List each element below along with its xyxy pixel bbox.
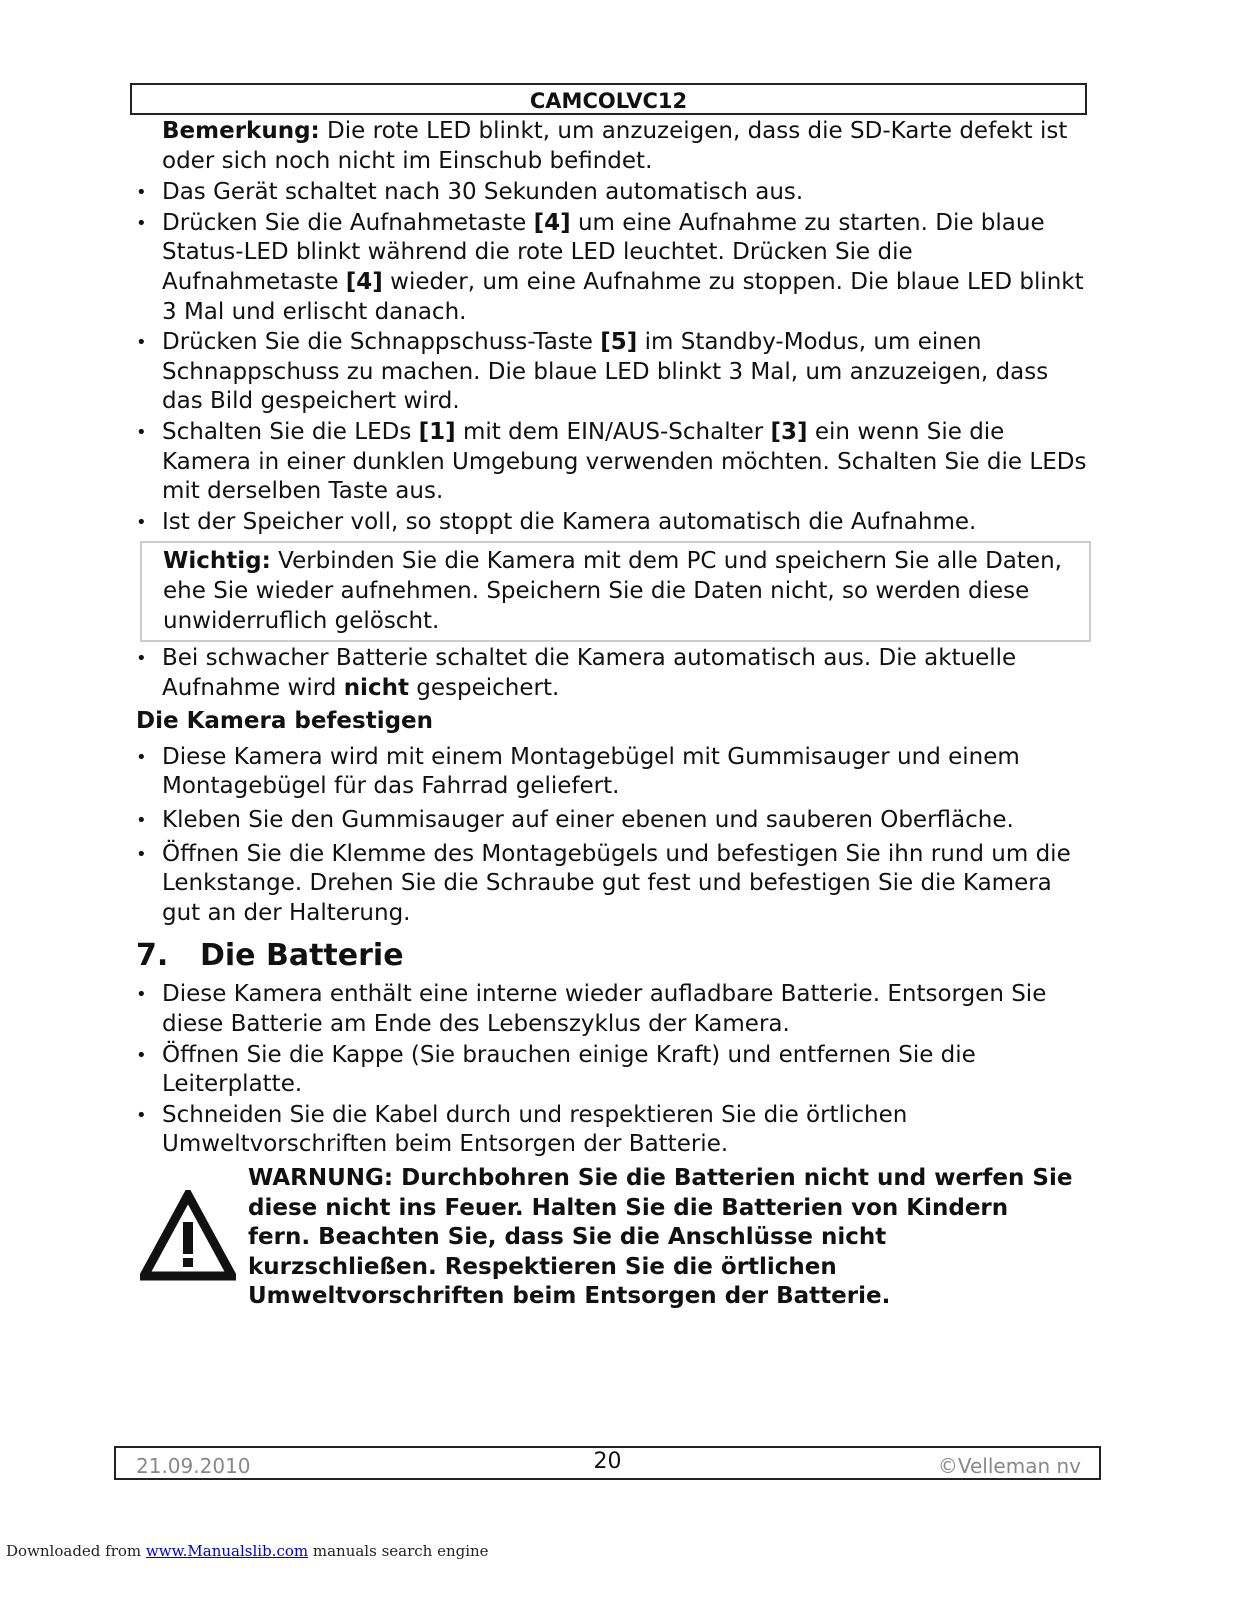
- battery-list: [136, 980, 1091, 1160]
- list-item-text: mit dem EIN/AUS-Schalter: [455, 418, 771, 445]
- usage-list: [136, 178, 1091, 537]
- list-item: • Diese Kamera enthält eine interne wieder aufladbare Batterie. Entsorgen Sie diese Batterie am Ende des Lebenszyklus der Kamera.: [136, 980, 1091, 1039]
- section-title: Die Batterie: [200, 938, 404, 974]
- list-item-text: wieder, um eine Aufnahme zu stoppen. Die blaue LED blinkt 3 Mal und erlischt danach.: [162, 268, 1084, 325]
- list-item: • Diese Kamera wird mit einem Montagebügel mit Gummisauger und einem Montagebügel für das Fahrrad geliefert.: [136, 743, 1091, 802]
- list-item-text: im Standby-Modus, um einen Schnappschuss zu machen. Die blaue LED blinkt 3 Mal, um anzuzeigen, dass das Bild gespeichert wird.: [162, 329, 1049, 415]
- list-item-text: Ist der Speicher voll, so stoppt die Kamera automatisch die Aufnahme.: [162, 508, 977, 535]
- list-item-text: ein wenn Sie die Kamera in einer dunklen Umgebung verwenden möchten. Schalten Sie die LEDs mit derselben Taste aus.: [162, 418, 1087, 505]
- important-label: Wichtig:: [163, 548, 271, 575]
- list-item: • Öffnen Sie die Kappe (Sie brauchen einige Kraft) und entfernen Sie die Leiterplatte.: [136, 1041, 1091, 1100]
- page-content: [136, 117, 1091, 1324]
- key-ref: [3]: [770, 418, 808, 445]
- warning-block: [136, 1164, 1091, 1324]
- model-title: CAMCOLVC12: [529, 89, 688, 113]
- footer-copyright: ©Velleman nv: [937, 1454, 1081, 1478]
- note-text: Die rote LED blinkt, um anzuzeigen, dass die SD-Karte defekt ist oder sich noch nicht im Einschub befindet.: [162, 118, 1068, 174]
- list-item: [136, 418, 1091, 507]
- section-heading: [136, 936, 1091, 976]
- mount-heading: Die Kamera befestigen: [136, 708, 434, 735]
- key-ref: [1]: [418, 418, 456, 445]
- list-item: [136, 644, 1091, 703]
- download-prefix: Downloaded from: [6, 1542, 146, 1560]
- key-ref: [4]: [533, 209, 571, 236]
- warning-text: WARNUNG: Durchbohren Sie die Batterien nicht und werfen Sie diese nicht ins Feuer. Halten Sie die Batterien von Kindern fern. Beachten Sie, dass Sie die Anschlüsse nicht kurzschließen. Respektieren Sie die örtlichen Umweltvorschriften beim Entsorgen der Batterie.: [248, 1165, 1073, 1310]
- mount-list: [136, 743, 1091, 929]
- header-box: [130, 83, 1087, 115]
- list-item-text: Das Gerät schaltet nach 30 Sekunden automatisch aus.: [162, 179, 804, 206]
- emphasis: nicht: [343, 674, 409, 701]
- list-item: [136, 508, 1091, 538]
- page-number: 20: [593, 1449, 622, 1474]
- footer-date: 21.09.2010: [136, 1454, 251, 1478]
- list-item-text: gespeichert.: [408, 674, 560, 701]
- warning-triangle-icon: [140, 1190, 236, 1282]
- list-item-text: Bei schwacher Batterie schaltet die Kamera automatisch aus. Die aktuelle Aufnahme wird: [162, 645, 1017, 701]
- manualslib-link[interactable]: www.Manualslib.com: [145, 1542, 309, 1560]
- battery-low-list: [136, 644, 1091, 703]
- list-item: [136, 209, 1091, 327]
- list-item-text: um eine Aufnahme zu starten. Die blaue Status-LED blinkt während die rote LED leuchtet. Drücken Sie die Aufnahmetaste: [162, 209, 1045, 295]
- note-paragraph: [162, 117, 1091, 176]
- list-item-text: Drücken Sie die Aufnahmetaste: [162, 209, 534, 236]
- key-ref: [4]: [345, 268, 383, 295]
- download-note: [6, 1542, 489, 1560]
- list-item: [136, 178, 1091, 208]
- section-number: 7.: [136, 938, 169, 974]
- important-box: [140, 541, 1091, 642]
- note-label: Bemerkung:: [162, 118, 320, 144]
- download-suffix: manuals search engine: [308, 1542, 489, 1560]
- list-item-text: Drücken Sie die Schnappschuss-Taste: [162, 329, 601, 356]
- list-item: [136, 328, 1091, 417]
- footer: [114, 1446, 1101, 1480]
- list-item-text: Schalten Sie die LEDs: [162, 418, 419, 445]
- list-item: • Kleben Sie den Gummisauger auf einer ebenen und sauberen Oberfläche.: [136, 806, 1091, 836]
- important-text: Verbinden Sie die Kamera mit dem PC und speichern Sie alle Daten, ehe Sie wieder aufnehmen. Speichern Sie die Daten nicht, so werden diese unwiderruflich gelöscht.: [163, 548, 1062, 634]
- key-ref: [5]: [600, 329, 638, 356]
- list-item: • Schneiden Sie die Kabel durch und respektieren Sie die örtlichen Umweltvorschriften beim Entsorgen der Batterie.: [136, 1101, 1091, 1160]
- list-item: • Öffnen Sie die Klemme des Montagebügels und befestigen Sie ihn rund um die Lenkstange. Drehen Sie die Schraube gut fest und befestigen Sie die Kamera gut an der Halterung.: [136, 840, 1091, 929]
